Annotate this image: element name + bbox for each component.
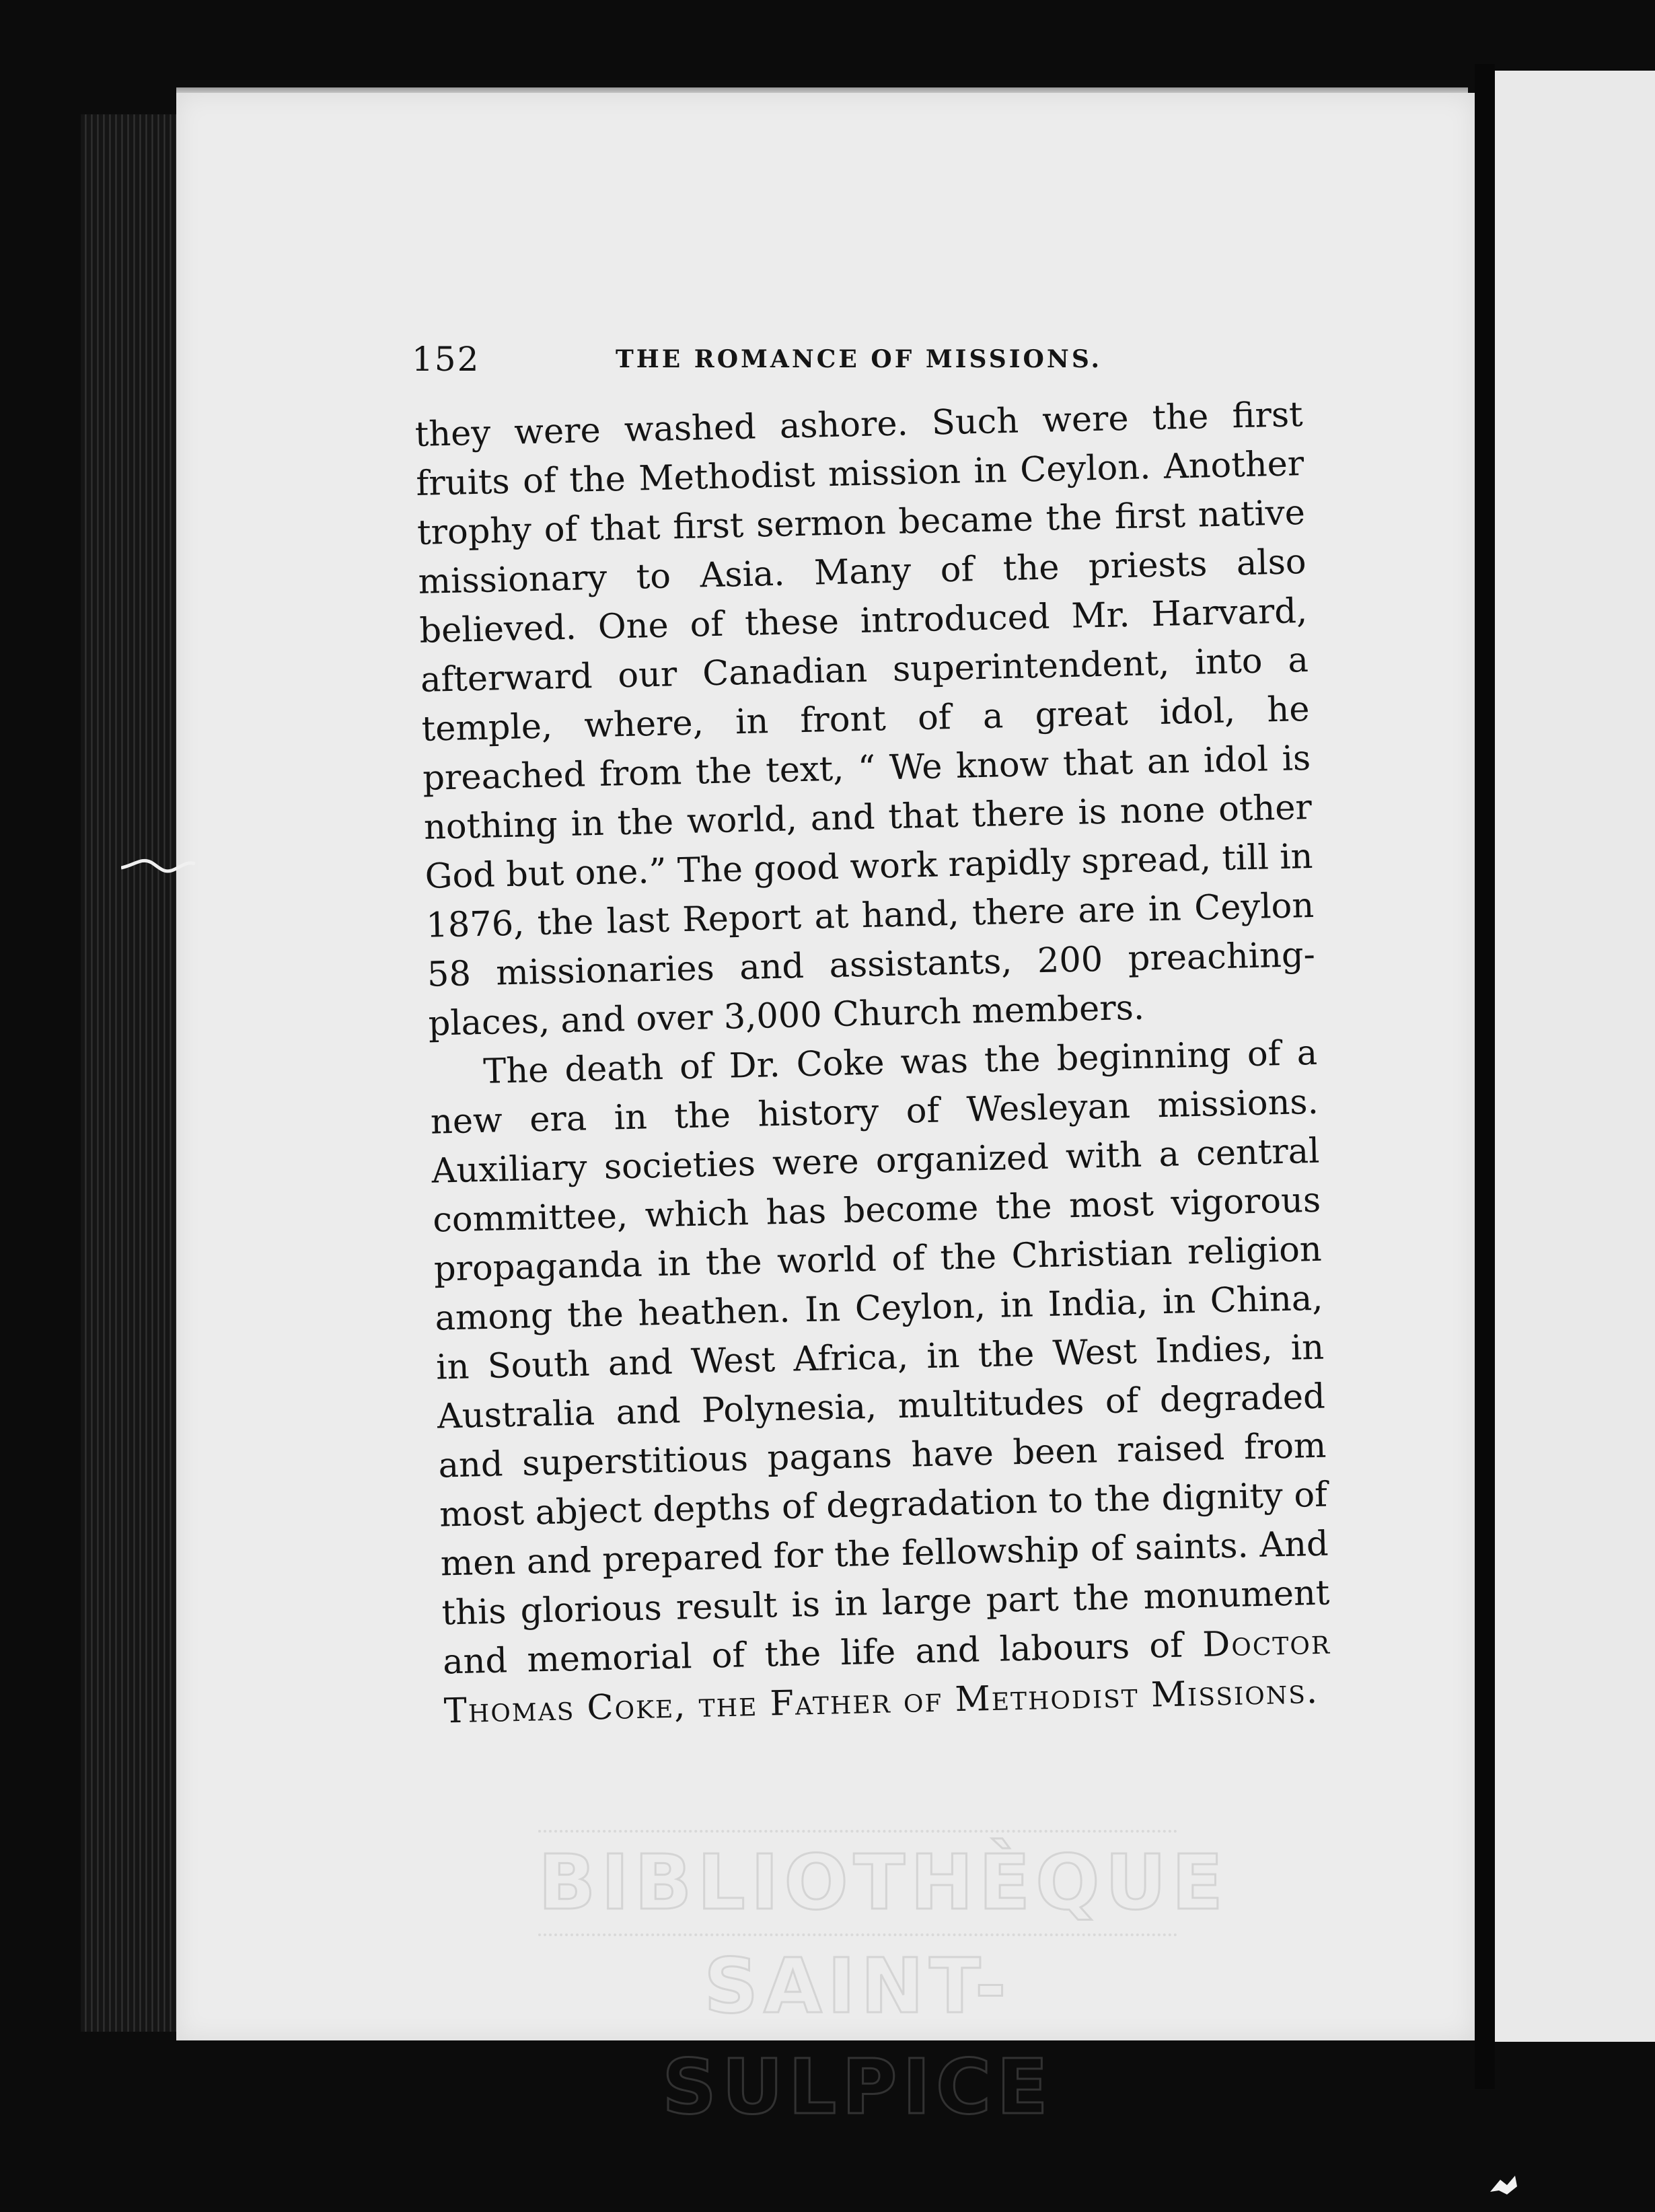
page-edges (81, 114, 182, 2032)
stamp-line-2: SAINT-SULPICE (538, 1933, 1177, 2138)
page-number: 152 (412, 340, 480, 379)
paper-tear-mark (121, 853, 195, 880)
paragraph-2-smallcaps: Doctor Thomas Coke, the Father of Methodist Missions. (443, 1622, 1331, 1732)
paragraph-1: they were washed ashore. Such were the first fruits of the Methodist mission in Ceylon. Another trophy of that first sermon became the first native missionary to Asia. Many of the priests also believed. One of these introduced Mr. Harvard, afterward our Canadian superintendent, into a temple, where, in front of a great idol, he preached from the text, “ We know that an idol is nothing in the world, and that there is none other God but one.” The good work rapidly spread, till in 1876, the last Report at hand, there are in Ceylon 58 missionaries and assistants, 200 preaching-places, and over 3,000 Church members. (414, 395, 1316, 1044)
page-header (412, 340, 1300, 387)
body-text (414, 390, 1332, 1736)
book-gutter (1475, 64, 1495, 2089)
paragraph-2 (429, 1029, 1333, 1736)
facing-page (1495, 71, 1655, 2042)
running-head: THE ROMANCE OF MISSIONS. (616, 345, 1103, 373)
paragraph-2-text: The death of Dr. Coke was the beginning of a new era in the history of Wesleyan missions. Auxiliary societies were organized with a central committee, which has become the most vigorous propaganda in the world of the Christian religion among the heathen. In Ceylon, in India, in China, in South and West Africa, in the West Indies, in Australia and Polynesia, multitudes of degraded and superstitious pagans have been raised from most abject depths of degradation to the dignity of men and prepared for the fellowship of saints. And this glorious result is in large part the monument and memorial of the life and labours of (430, 1033, 1330, 1683)
stamp-line-1: BIBLIOTHÈQUE (538, 1830, 1177, 1933)
library-perforation-stamp (538, 1830, 1228, 2131)
corner-speck-mark (1487, 2172, 1520, 2199)
